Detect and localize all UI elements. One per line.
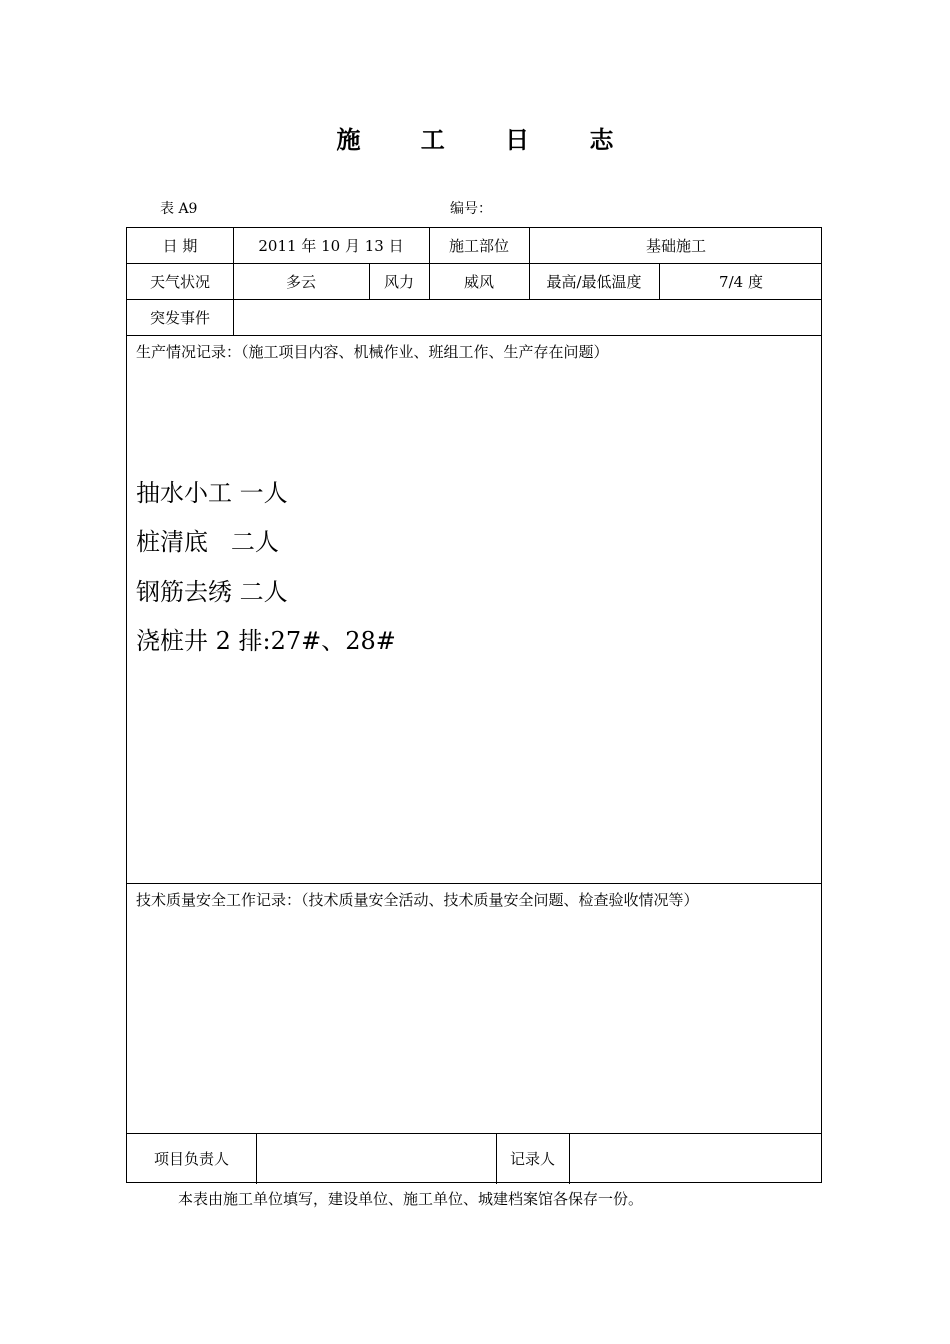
- weather-field[interactable]: 多云: [285, 272, 316, 291]
- date-field[interactable]: 2011 年 10 月 13 日: [258, 237, 404, 255]
- incident-field[interactable]: [233, 299, 823, 335]
- production-record-label: 生产情况记录：（施工项目内容、机械作业、班组工作、生产存在问题）: [136, 343, 609, 361]
- construction-section-field[interactable]: 基础施工: [645, 237, 706, 255]
- quality-safety-record-area[interactable]: [127, 913, 823, 1133]
- form-code: 表 A9: [160, 201, 198, 217]
- production-entry: 抽水小工 一人: [136, 479, 288, 507]
- wind-label: 风力: [383, 272, 414, 291]
- quality-safety-record-label: 技术质量安全工作记录：（技术质量安全活动、技术质量安全问题、检查验收情况等）: [136, 891, 699, 909]
- project-manager-field[interactable]: [256, 1133, 496, 1184]
- production-entry: 桩清底 二人: [136, 528, 279, 556]
- serial-number-label: 编号：: [450, 201, 492, 217]
- production-entry: 钢筋去绣 二人: [136, 578, 288, 606]
- project-manager-label: 项目负责人: [153, 1150, 229, 1168]
- incident-label: 突发事件: [149, 308, 210, 327]
- row-divider: [127, 883, 821, 884]
- page-title: 施 工 日 志: [336, 125, 640, 154]
- temperature-label: 最高/最低温度: [546, 272, 642, 291]
- wind-field[interactable]: 威风: [463, 272, 494, 291]
- production-entry: 浇桩井 2 排:27#、28#: [136, 627, 396, 655]
- date-label: 日 期: [162, 237, 198, 255]
- temperature-field[interactable]: 7/4 度: [719, 272, 763, 291]
- construction-section-label: 施工部位: [448, 237, 509, 255]
- production-record-area[interactable]: [127, 335, 823, 883]
- weather-label: 天气状况: [149, 272, 210, 291]
- construction-log-form: [126, 227, 822, 1183]
- recorder-label: 记录人: [509, 1150, 555, 1168]
- recorder-field[interactable]: [569, 1133, 823, 1184]
- footer-note: 本表由施工单位填写，建设单位、施工单位、城建档案馆各保存一份。: [178, 1190, 644, 1208]
